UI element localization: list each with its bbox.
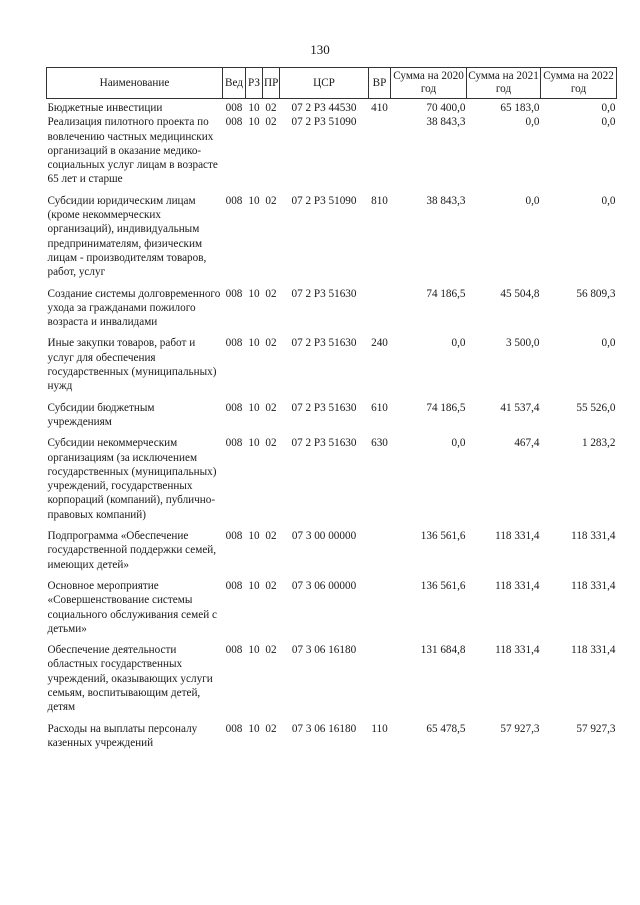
row-pr: 02 [265,337,277,350]
row-sum-2022: 0,0 [601,116,616,129]
row-sum-2020: 0,0 [451,337,466,350]
row-csr: 07 3 06 16180 [291,722,357,735]
row-sum-2020: 38 843,3 [426,194,466,207]
row-name: Создание системы долговременного ухода за гражданами пожилого возраста и инвалидами [47,287,221,329]
header-sum-2021: Сумма на 2021 год [467,68,541,99]
row-name: Бюджетные инвестиции [47,102,163,114]
row-ved: 008 [225,194,243,207]
row-name: Субсидии некоммерческим организациям (за исключением государственных (муниципальных) учреждений, государственных корпораций (компаний), публично-правовых компаний) [47,437,217,521]
row-pr: 02 [265,287,277,300]
row-name: Субсидии юридическим лицам (кроме некоммерческих организаций), индивидуальным предпринимателям, физическим лицам - производителям товаров, работ, услуг [47,194,207,279]
row-rz: 10 [248,337,260,350]
row-csr: 07 2 Р3 51090 [291,116,357,129]
row-sum-2021: 57 927,3 [500,722,540,735]
row-rz: 10 [248,102,260,114]
row-sum-2021: 0,0 [525,116,540,129]
row-vr [369,579,391,643]
row-rz: 10 [248,722,260,735]
table-row [47,529,617,579]
row-name: Расходы на выплаты персоналу казенных учреждений [47,722,198,749]
row-rz: 10 [248,530,260,543]
row-ved: 008 [225,579,243,592]
row-sum-2022: 0,0 [601,194,616,207]
row-vr: 410 [371,102,388,114]
row-sum-2022: 57 927,3 [576,722,616,735]
row-sum-2020: 65 478,5 [426,722,466,735]
row-sum-2021: 118 331,4 [495,579,540,592]
row-ved: 008 [225,102,243,114]
row-csr: 07 3 06 00000 [291,579,357,592]
row-vr [369,529,391,579]
row-rz: 10 [248,437,260,450]
row-sum-2022: 1 283,2 [581,437,616,450]
row-csr: 07 2 Р3 51630 [291,437,357,450]
row-sum-2022: 56 809,3 [576,287,616,300]
row-csr: 07 2 Р3 51630 [291,287,357,300]
row-sum-2020: 136 561,6 [420,579,466,592]
table-row [47,99,617,116]
row-ved: 008 [225,401,243,414]
row-pr: 02 [265,102,277,114]
row-sum-2021: 45 504,8 [500,287,540,300]
row-rz: 10 [248,287,260,300]
row-pr: 02 [265,116,277,129]
row-rz: 10 [248,644,260,657]
row-csr: 07 2 Р3 51630 [291,401,357,414]
row-rz: 10 [248,401,260,414]
row-pr: 02 [265,579,277,592]
row-ved: 008 [225,530,243,543]
row-name: Иные закупки товаров, работ и услуг для обеспечения государственных (муниципальных) нужд [47,337,217,393]
row-pr: 02 [265,194,277,207]
header-ved: Вед [223,68,246,99]
row-rz: 10 [248,579,260,592]
row-ved: 008 [225,644,243,657]
row-ved: 008 [225,287,243,300]
row-sum-2021: 65 183,0 [500,102,540,114]
row-vr: 610 [371,401,388,414]
table-row [47,336,617,400]
row-sum-2022: 0,0 [601,337,616,350]
row-csr: 07 2 Р3 44530 [291,102,357,114]
row-ved: 008 [225,437,243,450]
row-sum-2021: 467,4 [514,437,540,450]
row-pr: 02 [265,401,277,414]
header-name: Наименование [47,68,223,99]
table-row [47,194,617,287]
row-vr: 110 [371,722,388,735]
row-sum-2022: 118 331,4 [571,644,616,657]
row-pr: 02 [265,722,277,735]
header-vr: ВР [369,68,391,99]
row-pr: 02 [265,437,277,450]
row-sum-2020: 70 400,0 [426,102,466,114]
row-name: Подпрограмма «Обеспечение государственной поддержки семей, имеющих детей» [47,530,217,571]
row-name: Основное мероприятие «Совершенствование системы социального обслуживания семей с детьми» [47,579,217,635]
row-csr: 07 3 06 16180 [291,644,357,657]
row-sum-2021: 0,0 [525,194,540,207]
row-sum-2021: 3 500,0 [505,337,540,350]
row-rz: 10 [248,194,260,207]
row-vr: 240 [371,337,388,350]
table-row [47,643,617,721]
row-pr: 02 [265,530,277,543]
row-sum-2020: 74 186,5 [426,401,466,414]
header-sum-2022: Сумма на 2022 год [541,68,617,99]
row-name: Обеспечение деятельности областных государственных учреждений, оказывающих услуги семьям, воспитывающим детей, детям [47,644,213,714]
header-pr: ПР [263,68,280,99]
row-sum-2020: 38 843,3 [426,116,466,129]
table-row [47,722,617,758]
row-sum-2020: 131 684,8 [420,644,466,657]
row-sum-2021: 118 331,4 [495,644,540,657]
table-row [47,579,617,643]
row-sum-2022: 118 331,4 [571,530,616,543]
row-sum-2020: 136 561,6 [420,530,466,543]
row-sum-2022: 118 331,4 [571,579,616,592]
header-sum-2020: Сумма на 2020 год [391,68,467,99]
row-ved: 008 [225,116,243,129]
row-sum-2021: 118 331,4 [495,530,540,543]
header-rz: РЗ [246,68,263,99]
page-number: 130 [310,42,330,57]
row-vr: 810 [371,194,388,207]
row-vr [369,115,391,193]
row-csr: 07 3 00 00000 [291,530,357,543]
table-row [47,401,617,437]
row-rz: 10 [248,116,260,129]
table-header-row [47,68,617,99]
row-sum-2020: 74 186,5 [426,287,466,300]
row-vr: 630 [371,437,388,450]
row-name: Субсидии бюджетным учреждениям [47,401,155,428]
row-name: Реализация пилотного проекта по вовлечению частных медицинских организаций в оказание медико-социальных услуг лицам в возрасте 65 лет и старше [47,116,218,186]
row-sum-2021: 41 537,4 [500,401,540,414]
row-csr: 07 2 Р3 51630 [291,337,357,350]
row-sum-2022: 0,0 [601,102,616,114]
row-ved: 008 [225,337,243,350]
row-vr [369,643,391,721]
row-sum-2020: 0,0 [451,437,466,450]
row-ved: 008 [225,722,243,735]
table-row [47,115,617,193]
header-csr: ЦСР [280,68,369,99]
budget-table [46,67,617,757]
row-csr: 07 2 Р3 51090 [291,194,357,207]
row-vr [369,287,391,337]
table-row [47,287,617,337]
row-sum-2022: 55 526,0 [576,401,616,414]
table-row [47,436,617,529]
row-pr: 02 [265,644,277,657]
